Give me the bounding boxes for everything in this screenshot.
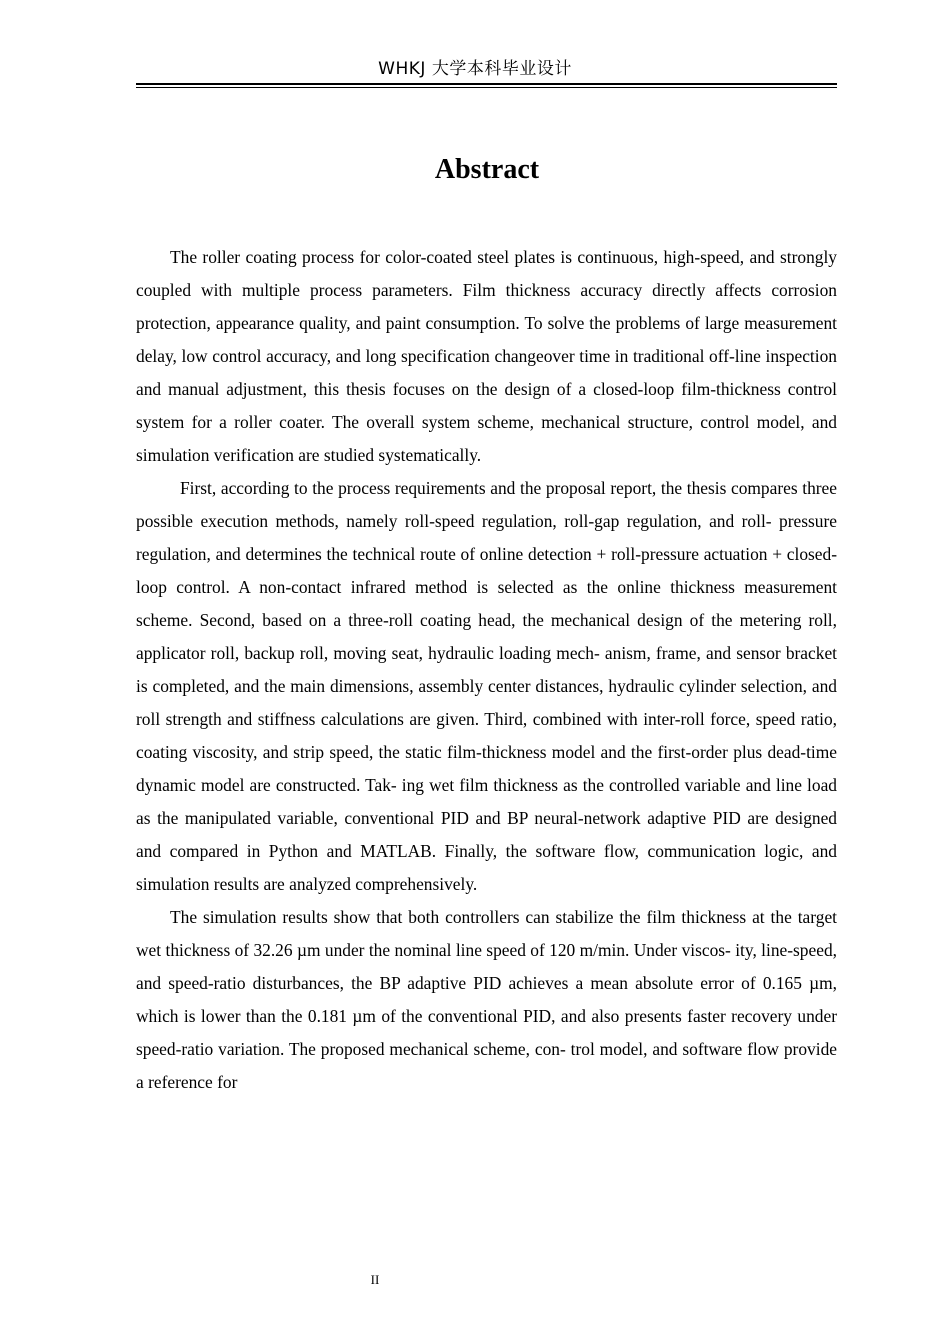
abstract-paragraph-3: The simulation results show that both controllers can stabilize the film thickness at the target wet thickness of 32.26 µm under the nominal line speed of 120 m/min. Under viscos- ity, line-speed, and speed-ratio disturbances, the BP adaptive PID achieves a mean absolute error of 0.165 µm, which is lower than the 0.181 µm of the conventional PID, and also presents faster recovery under speed-ratio variation. The proposed mechanical scheme, con- trol model, and software flow provide a reference for bbox=[136, 907, 837, 1092]
abstract-paragraph-1: The roller coating process for color-coated steel plates is continuous, high-speed, and strongly coupled with multiple process parameters. Film thickness accuracy directly affects corrosion protection, appearance quality, and paint consumption. To solve the problems of large measurement delay, low control accuracy, and long specification changeover time in traditional off-line inspection and manual adjustment, this thesis focuses on the design of a closed-loop film-thickness control system for a roller coater. The overall system scheme, mechanical structure, control model, and simulation verification are studied systematically. bbox=[136, 247, 837, 465]
header-rule-thick bbox=[136, 83, 837, 85]
abstract-paragraph-2: First, according to the process requirements and the proposal report, the thesis compares three possible execution methods, namely roll-speed regulation, roll-gap regulation, and roll- pressure regulation, and determines the technical route of online detection + roll-pressure actuation + closed-loop control. A non-contact infrared method is selected as the online thickness measurement scheme. Second, based on a three-roll coating head, the mechanical design of the metering roll, applicator roll, backup roll, moving seat, hydraulic loading mech- anism, frame, and sensor bracket is completed, and the main dimensions, assembly center distances, hydraulic cylinder selection, and roll strength and stiffness calculations are given. Third, combined with inter-roll force, speed ratio, coating viscosity, and strip speed, the static film-thickness model and the first-order plus dead-time dynamic model are constructed. Tak- ing wet film thickness as the controlled variable and line load as the manipulated variable, conventional PID and BP neural-network adaptive PID are designed and compared in Python and MATLAB. Finally, the software flow, communication logic, and simulation results are analyzed comprehensively. bbox=[136, 478, 837, 894]
abstract-body bbox=[136, 241, 837, 1099]
page-header-title: WHKJ 大学本科毕业设计 bbox=[378, 59, 572, 79]
page-number: II bbox=[370, 1272, 380, 1287]
header-rule-thin bbox=[136, 87, 837, 88]
abstract-heading: Abstract bbox=[434, 154, 540, 185]
